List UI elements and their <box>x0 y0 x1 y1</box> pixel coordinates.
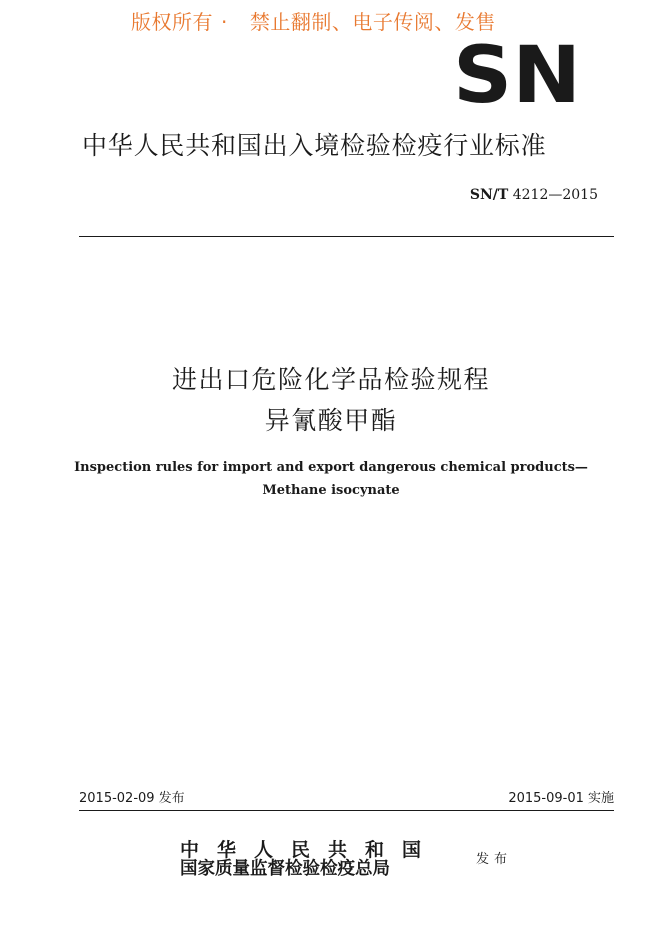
issue-date: 2015-02-09 发布 <box>79 791 185 806</box>
publisher-suffix: 发布 <box>476 852 513 867</box>
sn-logo-text: SN <box>453 40 581 106</box>
watermark-separator: · <box>221 10 228 34</box>
publisher-line1: 中华人民共和国 <box>180 839 440 861</box>
implementation-date: 2015-09-01 实施 <box>508 791 614 806</box>
title-chinese-line1: 进出口危险化学品检验规程 <box>171 365 490 394</box>
standard-code-prefix: SN/T <box>469 187 509 203</box>
watermark-text-2: 禁止翻制、电子传阅、发售 <box>249 10 496 34</box>
footer-divider <box>79 810 614 811</box>
title-english-line1: Inspection rules for import and export dangerous chemical products— <box>74 460 588 475</box>
watermark-text: 版权所有 <box>131 10 213 34</box>
standard-code <box>470 187 598 203</box>
sn-logo <box>452 40 582 106</box>
copyright-watermark <box>131 6 496 35</box>
publisher-line2: 国家质量监督检验检疫总局 <box>180 859 390 879</box>
header-divider <box>79 236 614 237</box>
standard-category: 中华人民共和国出入境检验检疫行业标准 <box>82 131 547 160</box>
title-english-line2: Methane isocynate <box>262 483 400 498</box>
standard-code-number: 4212—2015 <box>512 187 598 203</box>
title-chinese-line2: 异氰酸甲酯 <box>264 406 398 435</box>
